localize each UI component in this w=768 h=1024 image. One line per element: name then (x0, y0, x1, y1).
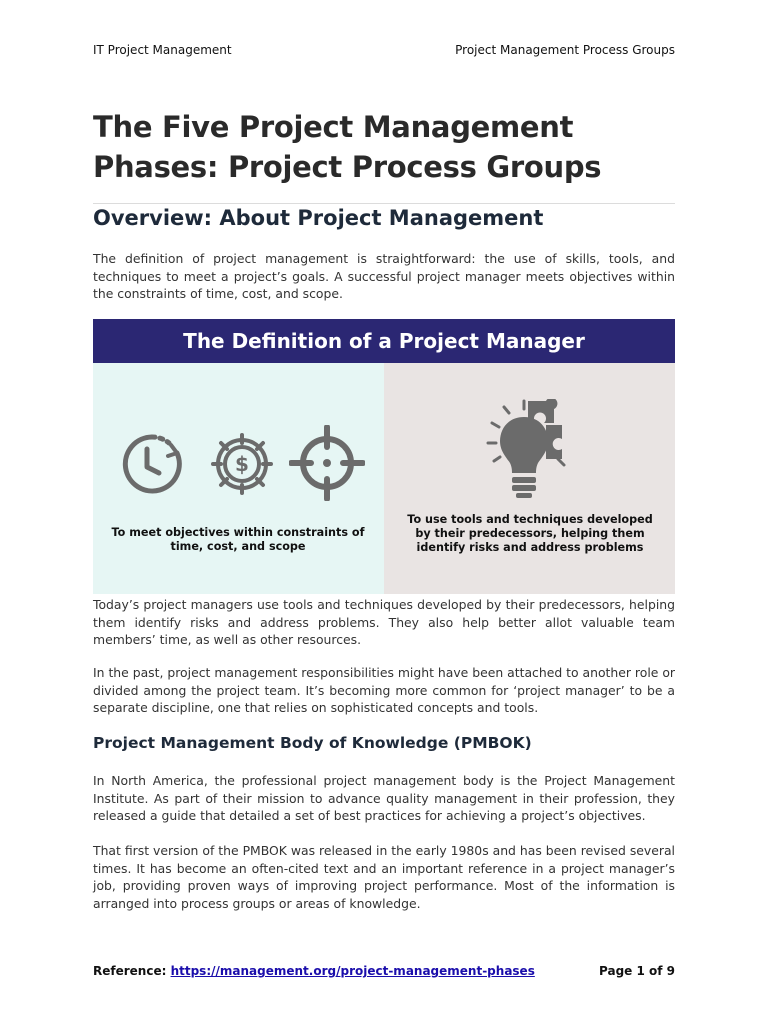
figure-right-panel (384, 363, 675, 594)
figure-banner: The Definition of a Project Manager (93, 319, 675, 363)
svg-text:$: $ (235, 452, 249, 476)
document-title: The Five Project Management Phases: Project Process Groups (93, 110, 602, 184)
crosshair-icon (289, 425, 365, 501)
right-caption: To use tools and techniques developed by their predecessors, helping them identify risks and address problems (407, 513, 653, 554)
project-manager-figure (93, 319, 675, 594)
paragraph-first-version: That first version of the PMBOK was released in the early 1980s and has been revised several times. It has become an often-cited text and an important reference in a project manager’s job, providing proven ways of improving project performance. Most of the information is arranged into process groups or areas of knowledge. (93, 843, 675, 911)
reference-link[interactable]: https://management.org/project-management-phases (170, 964, 535, 978)
page-header (93, 43, 675, 59)
paragraph-in-the-past: In the past, project management responsibilities might have been attached to another role or divided among the project team. It’s becoming more common for ‘project manager’ to be a separate discipline, one that relies on sophisticated concepts and tools. (93, 665, 675, 715)
page-number: Page 1 of 9 (599, 964, 675, 978)
paragraph-todays-managers: Today’s project managers use tools and techniques developed by their predecessors, helping them identify risks and address problems. They also help better allot valuable team members’ time, as well as other resources. (93, 597, 675, 647)
clock-icon (119, 431, 185, 497)
pmbok-heading: Project Management Body of Knowledge (PMBOK) (93, 734, 532, 752)
overview-heading: Overview: About Project Management (93, 206, 544, 230)
paragraph-north-america: In North America, the professional project management body is the Project Management Institute. As part of their mission to advance quality management in their profession, they released a guide that detailed a set of best practices for achieving a project’s objectives. (93, 773, 675, 823)
dollar-gear-icon (207, 429, 277, 499)
lightbulb-puzzle-icon (484, 399, 576, 503)
header-right-text: Project Management Process Groups (455, 43, 675, 57)
left-caption: To meet objectives within constraints of time, cost, and scope (111, 526, 365, 553)
reference (93, 964, 535, 978)
figure-left-panel (93, 363, 384, 594)
paragraph-definition: The definition of project management is straightforward: the use of skills, tools, and techniques to meet a project’s goals. A successful project manager meets objectives within the constraints of time, cost, and scope. (93, 251, 675, 301)
reference-label: Reference: (93, 964, 171, 978)
header-left-text: IT Project Management (93, 43, 232, 57)
